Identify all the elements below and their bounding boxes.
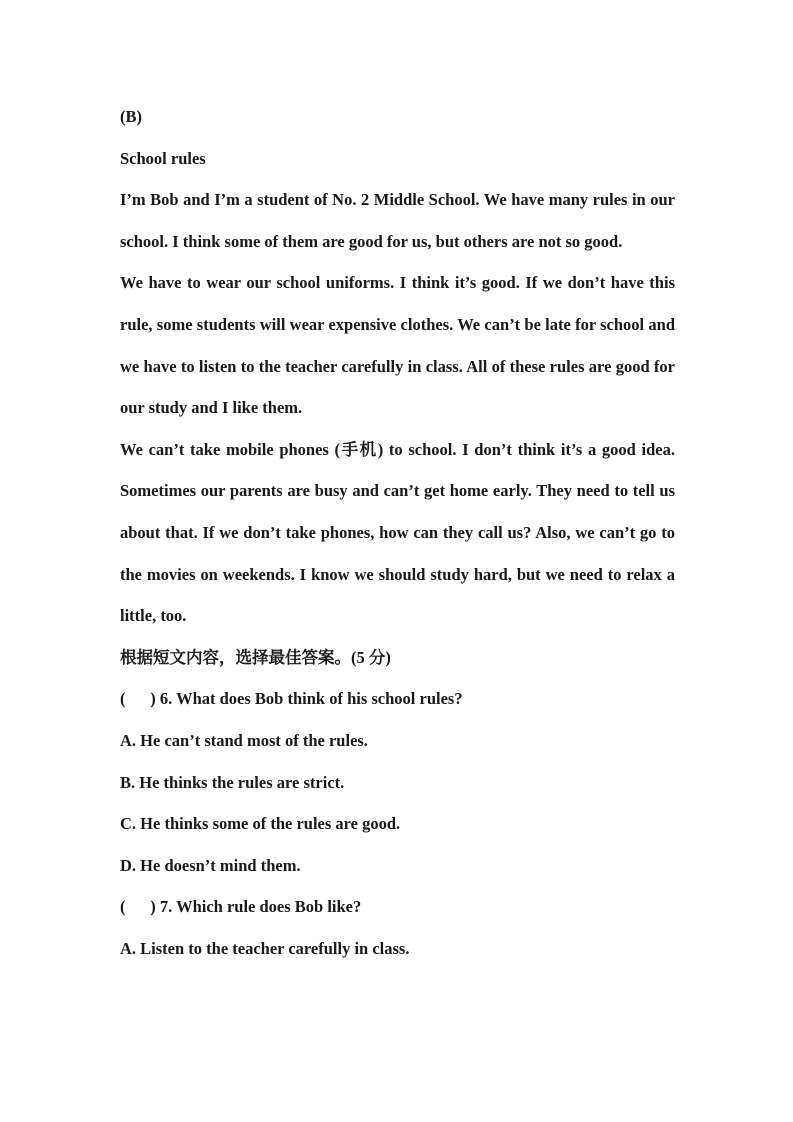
instruction: 根据短文内容，选择最佳答案。(5 分) — [120, 647, 391, 667]
section-label: (B) — [120, 107, 142, 126]
question-7 — [120, 886, 675, 969]
question-stem: ( ) 6. What does Bob think of his school rules? — [120, 689, 463, 709]
passage-paragraph: We can’t take mobile phones (手机) to school. I don’t think it’s a good idea. Sometimes our parents are busy and can’t get home early. They need to tell us about that. If we don’t take phones, how can they call us? Also, we can’t go to the movies on weekends. I know we should study hard, but we need to relax a little, too. — [120, 439, 675, 626]
answer-option: A. He can’t stand most of the rules. — [120, 730, 368, 750]
answer-option: B. He thinks the rules are strict. — [120, 772, 345, 792]
answer-option: A. Listen to the teacher carefully in class. — [120, 938, 410, 958]
question-stem: ( ) 7. Which rule does Bob like? — [120, 897, 362, 917]
passage-title: School rules — [120, 148, 206, 168]
reading-section — [120, 96, 675, 969]
answer-option: D. He doesn’t mind them. — [120, 855, 301, 875]
passage-paragraph: We have to wear our school uniforms. I think it’s good. If we don’t have this rule, some students will wear expensive clothes. We can’t be late for school and we have to listen to the teacher carefully in class. All of these rules are good for our study and I like them. — [120, 273, 675, 418]
answer-option: C. He thinks some of the rules are good. — [120, 814, 401, 834]
question-6 — [120, 678, 675, 886]
passage-paragraph: I’m Bob and I’m a student of No. 2 Middle School. We have many rules in our school. I think some of them are good for us, but others are not so good. — [120, 190, 675, 251]
